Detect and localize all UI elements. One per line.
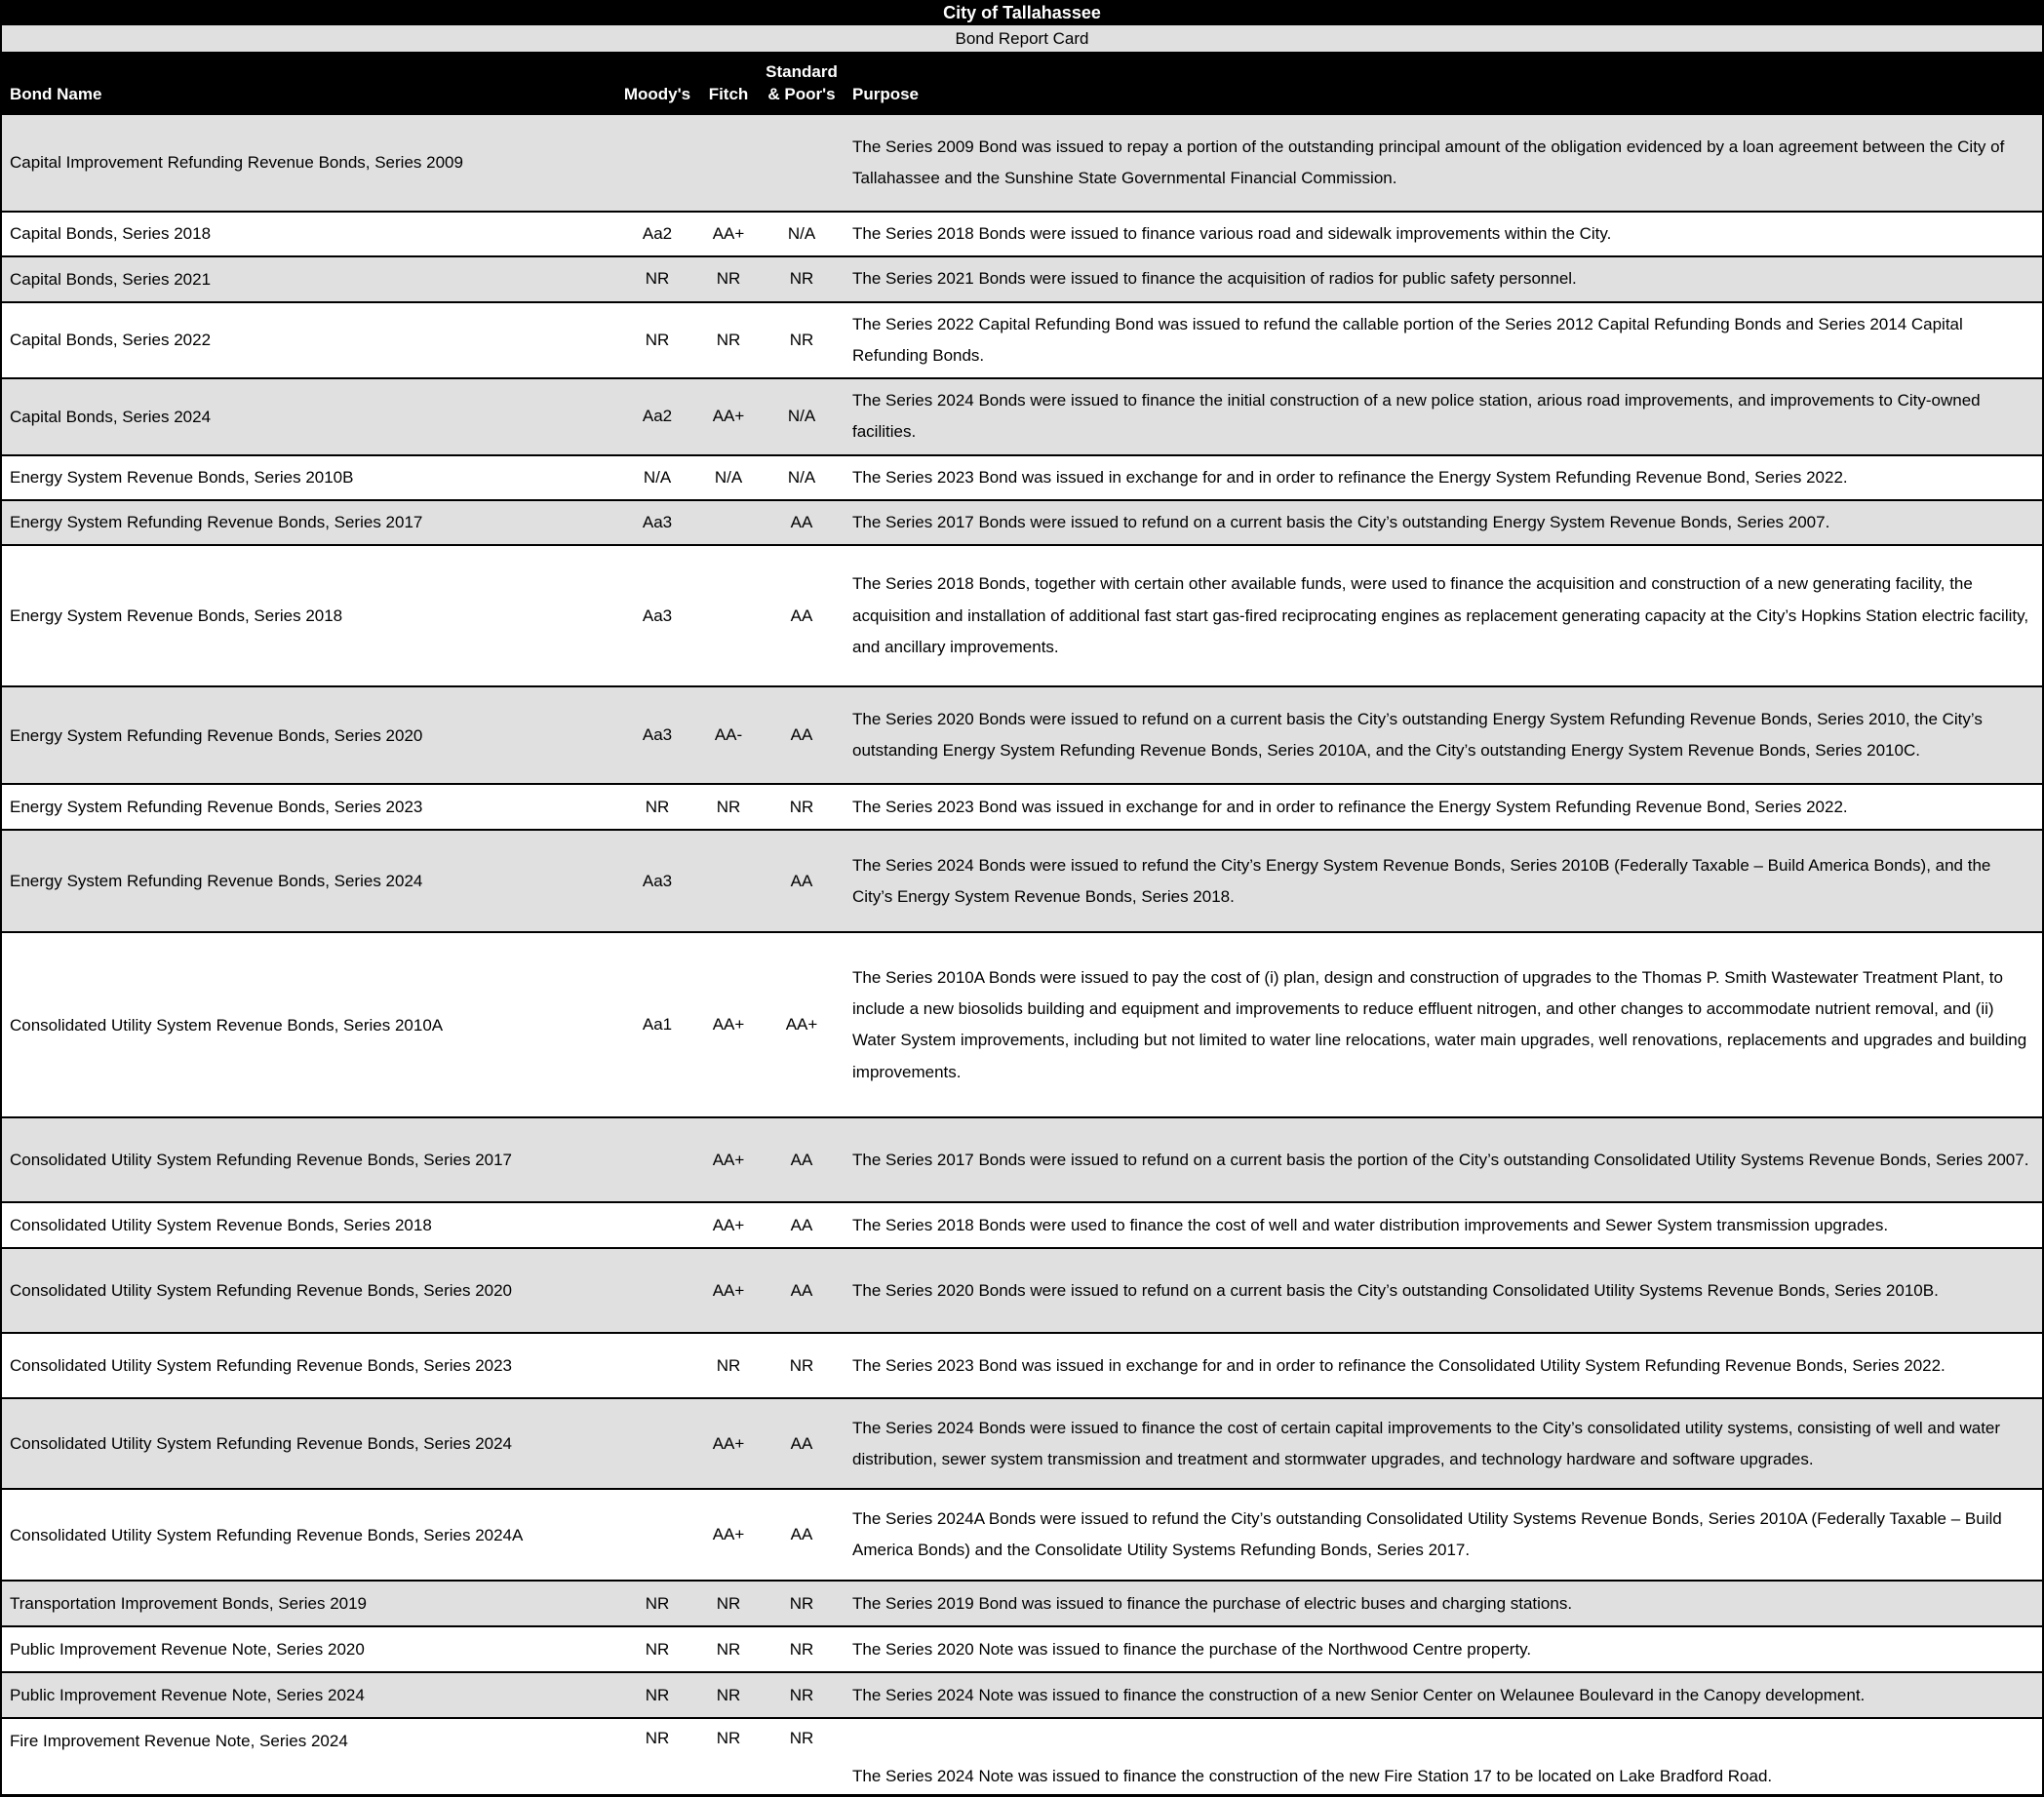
sp-rating-cell: NR [789,1639,814,1659]
table-row [2,1398,2042,1489]
moodys-rating-cell: NR [645,1685,670,1704]
fitch-rating-cell: AA+ [712,1150,745,1169]
bond-name-cell: Capital Bonds, Series 2021 [10,269,212,289]
bond-table-header [2,52,2042,114]
moodys-rating-cell: NR [645,1593,670,1613]
purpose-cell: The Series 2023 Bond was issued in exchange for and in order to refinance the Energy System Refunding Revenue Bond, Series 2022. [852,797,1848,816]
purpose-cell: The Series 2017 Bonds were issued to refund on a current basis the City’s outstanding Energy System Revenue Bonds, Series 2007. [852,513,1830,532]
fitch-rating-cell: AA+ [712,1525,745,1544]
sp-rating-cell: AA [790,1215,813,1234]
column-header-purpose [845,52,2042,114]
table-row [2,686,2042,784]
sp-rating-cell: NR [789,1593,814,1613]
bond-name-cell: Consolidated Utility System Refunding Revenue Bonds, Series 2017 [10,1151,513,1170]
table-row [2,302,2042,379]
header-row [2,52,2042,114]
sp-rating-cell [759,114,845,212]
sp-rating-cell: AA [790,1525,813,1544]
column-header-bond-name [2,52,616,114]
table-row [2,1672,2042,1718]
bond-name-cell: Fire Improvement Revenue Note, Series 2024 [10,1732,348,1751]
column-header-sp-line2: & Poor's [767,85,836,104]
bond-name-cell: Energy System Refunding Revenue Bonds, Series 2023 [10,798,423,817]
bond-name-cell: Consolidated Utility System Revenue Bonds, Series 2010A [10,1015,444,1035]
sp-rating-cell: AA [790,725,813,745]
fitch-rating-cell: AA+ [712,407,745,426]
moodys-rating-cell [616,1248,698,1333]
bond-name-cell: Energy System Revenue Bonds, Series 2010B [10,468,354,488]
moodys-rating-cell: Aa3 [642,871,673,890]
column-header-purpose-label: Purpose [852,85,920,104]
fitch-rating-cell [698,545,759,686]
fitch-rating-cell [698,114,759,212]
sp-rating-cell: NR [789,1685,814,1704]
bond-name-cell: Capital Improvement Refunding Revenue Bonds, Series 2009 [10,153,463,173]
purpose-cell: The Series 2018 Bonds were issued to finance various road and sidewalk improvements within the City. [852,224,1612,243]
moodys-rating-cell [616,1398,698,1489]
table-row [2,1489,2042,1581]
table-row [2,545,2042,686]
sp-rating-cell: NR [789,330,814,349]
moodys-rating-cell: N/A [643,467,672,487]
fitch-rating-cell: AA+ [712,1280,745,1300]
fitch-rating-cell: AA+ [712,224,745,244]
bond-name-cell: Capital Bonds, Series 2024 [10,407,212,426]
sp-rating-cell: AA [790,871,813,890]
table-row [2,1581,2042,1626]
fitch-rating-cell: NR [716,797,741,816]
bond-name-cell: Consolidated Utility System Revenue Bonds, Series 2018 [10,1216,432,1235]
bond-name-cell: Consolidated Utility System Refunding Revenue Bonds, Series 2023 [10,1356,513,1376]
moodys-rating-cell: Aa3 [642,725,673,745]
bond-name-cell: Capital Bonds, Series 2022 [10,331,212,350]
table-row [2,1626,2042,1672]
fitch-rating-cell: NR [716,269,741,289]
sp-rating-cell: AA [790,1150,813,1169]
column-header-moodys [616,52,698,114]
bond-table-body [2,114,2042,1794]
purpose-cell: The Series 2024 Note was issued to finance the construction of the new Fire Station 17 to be located on Lake Bradford Road. [852,1767,1773,1786]
moodys-rating-cell: NR [645,269,670,289]
table-row [2,1248,2042,1333]
table-row [2,1333,2042,1398]
fitch-rating-cell: AA- [714,725,743,745]
table-row [2,212,2042,256]
table-row [2,256,2042,301]
sp-rating-cell: N/A [787,224,816,244]
moodys-rating-cell: Aa1 [642,1015,673,1035]
purpose-cell: The Series 2018 Bonds were used to finance the cost of well and water distribution improvements and Sewer System transmission upgrades. [852,1215,1889,1234]
moodys-rating-cell: NR [645,797,670,816]
sp-rating-cell: AA+ [785,1015,818,1035]
column-header-bond-name-label: Bond Name [10,85,102,104]
purpose-cell: The Series 2023 Bond was issued in exchange for and in order to refinance the Energy System Refunding Revenue Bond, Series 2022. [852,467,1848,487]
fitch-rating-cell: NR [716,1685,741,1704]
purpose-cell: The Series 2021 Bonds were issued to finance the acquisition of radios for public safety personnel. [852,269,1577,289]
moodys-rating-cell [616,1117,698,1202]
table-row [2,1202,2042,1248]
purpose-cell: The Series 2022 Capital Refunding Bond was issued to refund the callable portion of the Series 2012 Capital Refunding Bonds and Series 2014 Capital Refunding Bonds. [852,314,1963,365]
bond-name-cell: Energy System Refunding Revenue Bonds, Series 2024 [10,872,423,891]
sp-rating-cell: AA [790,606,813,625]
fitch-rating-cell: AA+ [712,1433,745,1453]
bond-name-cell: Capital Bonds, Series 2018 [10,224,212,244]
bond-name-cell: Energy System Revenue Bonds, Series 2018 [10,606,343,626]
moodys-rating-cell: NR [645,330,670,349]
column-header-moodys-label: Moody's [623,85,691,104]
moodys-rating-cell [616,114,698,212]
moodys-rating-cell: Aa3 [642,513,673,532]
purpose-cell: The Series 2019 Bond was issued to finance the purchase of electric buses and charging stations. [852,1593,1573,1613]
table-row [2,932,2042,1117]
sp-rating-cell: AA [790,513,813,532]
purpose-cell: The Series 2020 Bonds were issued to refund on a current basis the City’s outstanding Energy System Refunding Revenue Bonds, Series 2010, the City’s outstanding Energy System Refunding Revenue Bonds, Series 2010A, and the City’s outstanding Energy System Revenue Bonds, Series 2010C. [852,710,1983,761]
bond-name-cell: Consolidated Utility System Refunding Revenue Bonds, Series 2024A [10,1525,524,1544]
sp-rating-cell: NR [789,1729,814,1748]
column-header-standard-and-poors [759,52,845,114]
bond-name-cell: Public Improvement Revenue Note, Series 2024 [10,1686,365,1705]
table-row [2,455,2042,500]
bond-name-cell: Transportation Improvement Bonds, Series 2019 [10,1594,368,1614]
fitch-rating-cell [698,500,759,545]
bond-name-cell: Energy System Refunding Revenue Bonds, Series 2017 [10,513,423,532]
purpose-cell: The Series 2017 Bonds were issued to refund on a current basis the portion of the City’s outstanding Consolidated Utility Systems Revenue Bonds, Series 2007. [852,1150,2029,1169]
sp-rating-cell: NR [789,1355,814,1375]
moodys-rating-cell: Aa2 [642,407,673,426]
moodys-rating-cell [616,1333,698,1398]
bond-name-cell: Consolidated Utility System Refunding Revenue Bonds, Series 2024 [10,1434,513,1454]
purpose-cell: The Series 2009 Bond was issued to repay a portion of the outstanding principal amount of the obligation evidenced by a loan agreement between the City of Tallahassee and the Sunshine State Governmental Financial Commission. [852,137,2005,187]
fitch-rating-cell: AA+ [712,1215,745,1234]
sp-rating-cell: NR [789,797,814,816]
table-row [2,1117,2042,1202]
moodys-rating-cell: Aa2 [642,224,673,244]
sp-rating-cell: N/A [787,407,816,426]
purpose-cell: The Series 2010A Bonds were issued to pay the cost of (i) plan, design and construction of upgrades to the Thomas P. Smith Wastewater Treatment Plant, to include a new biosolids building and equipment and improvements to reduce effluent nitrogen, and other changes to accommodate nutrient removal, and (ii) Water System improvements, including but not limited to water line relocations, water main upgrades, well renovations, replacements and upgrades and building improvements. [852,967,2027,1081]
sp-rating-cell: N/A [787,467,816,487]
fitch-rating-cell: NR [716,1729,741,1748]
table-row [2,1718,2042,1794]
report-title: City of Tallahassee [2,0,2042,25]
fitch-rating-cell [698,830,759,932]
purpose-cell: The Series 2018 Bonds, together with certain other available funds, were used to finance the acquisition and construction of a new generating facility, the acquisition and installation of additional fast start gas-fired reciprocating engines as replacement generating capacity at the City’s Hopkins Station electric facility, and ancillary improvements. [852,574,2029,657]
sp-rating-cell: AA [790,1433,813,1453]
moodys-rating-cell [616,1202,698,1248]
moodys-rating-cell [616,1489,698,1581]
table-row [2,500,2042,545]
column-header-sp-line1: Standard [766,62,838,82]
fitch-rating-cell: AA+ [712,1015,745,1035]
sp-rating-cell: NR [789,269,814,289]
fitch-rating-cell: NR [716,1593,741,1613]
fitch-rating-cell: N/A [714,467,743,487]
purpose-cell: The Series 2020 Bonds were issued to refund on a current basis the City’s outstanding Consolidated Utility Systems Revenue Bonds, Series 2010B. [852,1280,1939,1300]
fitch-rating-cell: NR [716,1639,741,1659]
bond-name-cell: Public Improvement Revenue Note, Series 2020 [10,1640,365,1660]
moodys-rating-cell: NR [645,1639,670,1659]
column-header-fitch-label: Fitch [708,85,749,104]
purpose-cell: The Series 2024A Bonds were issued to refund the City’s outstanding Consolidated Utility Systems Revenue Bonds, Series 2010A (Federally Taxable – Build America Bonds) and the Consolidate Utility Systems Refunding Bonds, Series 2017. [852,1509,2002,1560]
fitch-rating-cell: NR [716,1355,741,1375]
column-header-fitch [698,52,759,114]
purpose-cell: The Series 2024 Note was issued to finance the construction of a new Senior Center on Welaunee Boulevard in the Canopy development. [852,1685,1866,1704]
bond-table [2,52,2042,1794]
purpose-cell: The Series 2024 Bonds were issued to finance the cost of certain capital improvements to the City’s consolidated utility systems, consisting of well and water distribution, sewer system transmission and treatment and stormwater upgrades, and technology hardware and software upgrades. [852,1418,2001,1468]
report-subtitle: Bond Report Card [2,25,2042,52]
table-row [2,830,2042,932]
bond-name-cell: Consolidated Utility System Refunding Revenue Bonds, Series 2020 [10,1281,513,1301]
sp-rating-cell: AA [790,1280,813,1300]
moodys-rating-cell: NR [645,1729,670,1748]
table-row [2,784,2042,830]
fitch-rating-cell: NR [716,330,741,349]
purpose-cell: The Series 2024 Bonds were issued to refund the City’s Energy System Revenue Bonds, Series 2010B (Federally Taxable – Build America Bonds), and the City’s Energy System Revenue Bonds, Series 2018. [852,855,1991,906]
purpose-cell: The Series 2023 Bond was issued in exchange for and in order to refinance the Consolidated Utility System Refunding Revenue Bonds, Series 2022. [852,1355,1946,1375]
table-row [2,114,2042,212]
table-row [2,378,2042,455]
bond-name-cell: Energy System Refunding Revenue Bonds, Series 2020 [10,725,423,745]
moodys-rating-cell: Aa3 [642,606,673,625]
purpose-cell: The Series 2024 Bonds were issued to finance the initial construction of a new police station, arious road improvements, and improvements to City-owned facilities. [852,391,1981,442]
purpose-cell: The Series 2020 Note was issued to finance the purchase of the Northwood Centre property. [852,1639,1532,1659]
